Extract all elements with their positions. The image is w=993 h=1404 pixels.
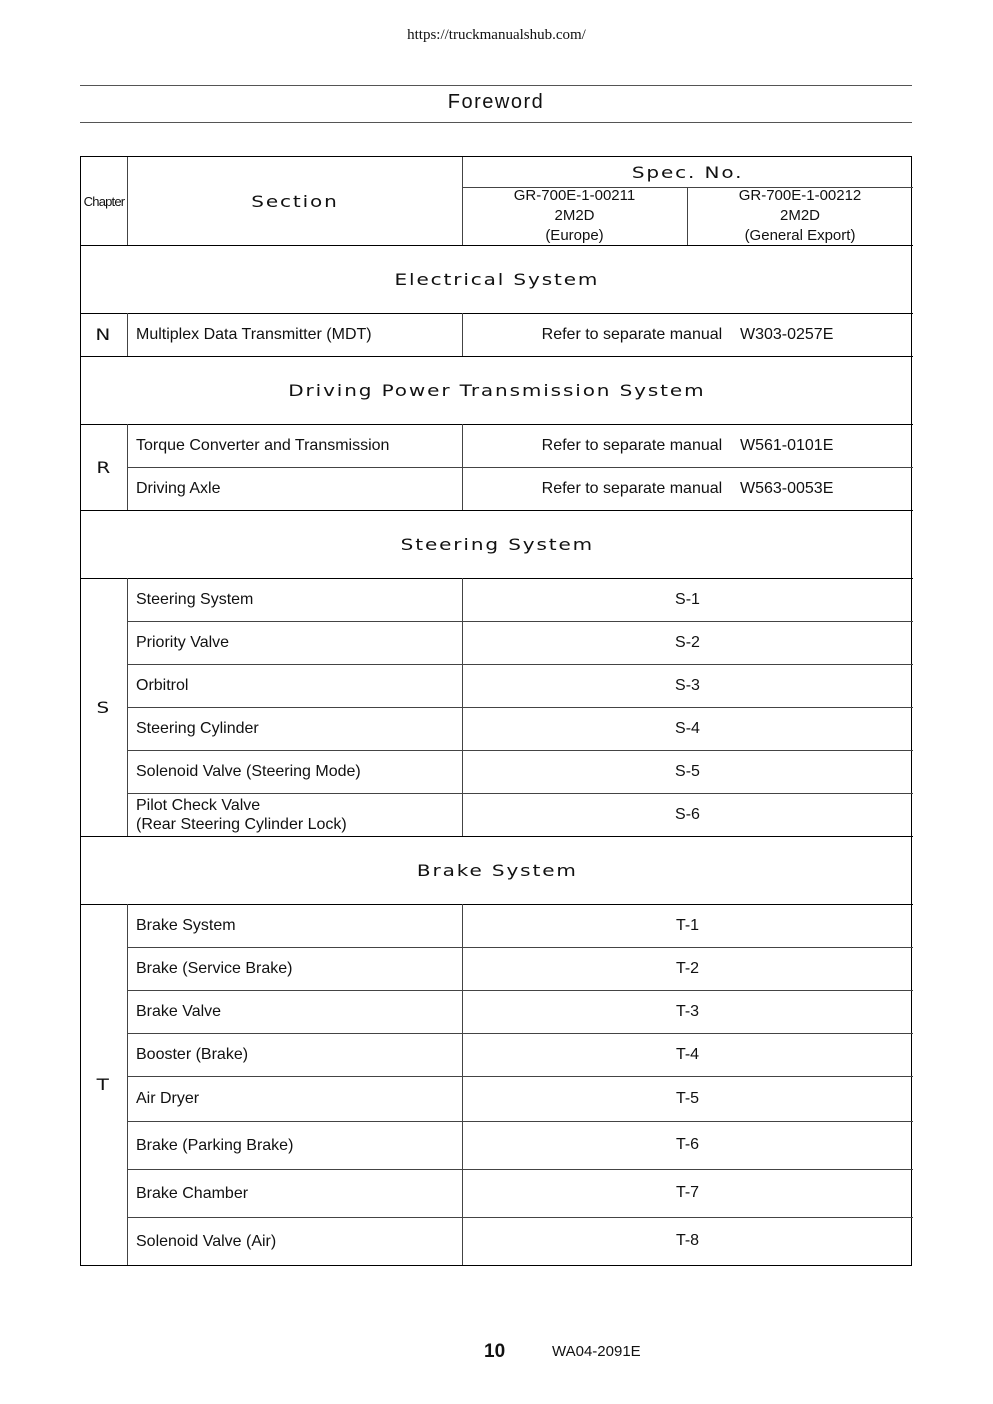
chapter-letter-label: R bbox=[96, 457, 112, 477]
spec-no-label: Spec. No. bbox=[631, 162, 744, 182]
spec-cell: T-6 bbox=[675, 1136, 700, 1153]
spec-cell: T-7 bbox=[675, 1184, 700, 1201]
chapter-letter bbox=[81, 578, 127, 836]
group-heading-label: Steering System bbox=[400, 534, 594, 554]
spec-cell: S-2 bbox=[675, 633, 700, 651]
table-rule bbox=[462, 313, 463, 356]
spec-cell: Refer to separate manual W561-0101E bbox=[541, 436, 834, 454]
table-rule bbox=[687, 187, 688, 245]
spec-cell: T-3 bbox=[675, 1002, 700, 1020]
spec1-header bbox=[462, 187, 687, 245]
spec1-line: 2M2D bbox=[554, 207, 595, 224]
top-rule bbox=[80, 85, 912, 86]
section-cell: Orbitrol bbox=[136, 677, 189, 694]
table-rule bbox=[462, 904, 463, 1265]
title-rule bbox=[80, 122, 912, 123]
page-url: https://truckmanualshub.com/ bbox=[407, 27, 586, 43]
table-rule bbox=[462, 424, 463, 510]
spec-cell: S-4 bbox=[675, 719, 700, 737]
table-rule bbox=[127, 313, 128, 356]
chapter-letter-label: T bbox=[96, 1075, 112, 1094]
contents-table bbox=[80, 156, 912, 1266]
spec-cell: Refer to separate manual W303-0257E bbox=[541, 325, 834, 343]
table-rule bbox=[462, 578, 463, 836]
section-cell: Pilot Check Valve (Rear Steering Cylinder Lock) bbox=[136, 796, 347, 833]
spec-no-header bbox=[462, 157, 913, 187]
section-cell: Priority Valve bbox=[136, 634, 230, 651]
spec-cell: T-2 bbox=[675, 959, 700, 977]
chapter-letter-label: S bbox=[96, 697, 112, 717]
page-title: Foreword bbox=[447, 91, 545, 113]
table-rule bbox=[462, 157, 463, 245]
spec2-line: (General Export) bbox=[744, 227, 856, 244]
spec-cell: T-5 bbox=[675, 1089, 700, 1107]
group-heading-label: Driving Power Transmission System bbox=[288, 380, 706, 400]
section-cell: Torque Converter and Transmission bbox=[136, 437, 390, 454]
table-rule bbox=[127, 578, 128, 836]
table-rule bbox=[462, 187, 913, 188]
section-cell: Solenoid Valve (Air) bbox=[136, 1232, 277, 1250]
group-heading bbox=[81, 510, 913, 578]
document-code: WA04-2091E bbox=[552, 1343, 641, 1360]
section-cell: Brake Valve bbox=[136, 1003, 222, 1020]
spec2-line: 2M2D bbox=[779, 207, 820, 224]
table-rule bbox=[127, 424, 128, 510]
section-cell: Booster (Brake) bbox=[136, 1046, 249, 1063]
section-cell: Brake (Parking Brake) bbox=[136, 1136, 294, 1154]
spec2-line: GR-700E-1-00212 bbox=[738, 187, 862, 204]
section-cell: Driving Axle bbox=[136, 480, 221, 497]
page-number: 10 bbox=[484, 1341, 506, 1362]
section-cell: Steering System bbox=[136, 591, 254, 608]
section-cell: Steering Cylinder bbox=[136, 720, 259, 737]
spec-cell: S-3 bbox=[675, 676, 700, 694]
spec-cell: T-1 bbox=[675, 916, 700, 934]
spec-cell: Refer to separate manual W563-0053E bbox=[541, 479, 834, 497]
group-heading bbox=[81, 356, 913, 424]
section-cell: Brake System bbox=[136, 917, 236, 934]
group-heading-label: Brake System bbox=[416, 860, 578, 880]
chapter-header: Chapter bbox=[83, 193, 125, 209]
spec2-header bbox=[687, 187, 913, 245]
chapter-letter bbox=[81, 904, 127, 1265]
chapter-letter bbox=[81, 424, 127, 510]
group-heading-label: Electrical System bbox=[394, 269, 600, 289]
section-header bbox=[127, 157, 462, 245]
spec1-line: GR-700E-1-00211 bbox=[513, 187, 636, 204]
group-heading bbox=[81, 836, 913, 904]
chapter-letter bbox=[81, 313, 127, 356]
group-heading bbox=[81, 245, 913, 313]
spec-cell: T-4 bbox=[675, 1045, 700, 1063]
section-cell: Brake Chamber bbox=[136, 1184, 249, 1202]
table-rule bbox=[127, 157, 128, 245]
spec-cell: S-5 bbox=[675, 762, 700, 780]
section-cell: Air Dryer bbox=[136, 1090, 200, 1107]
section-header-label: Section bbox=[250, 191, 339, 211]
spec-cell: S-6 bbox=[675, 805, 700, 823]
spec-cell: T-8 bbox=[675, 1232, 700, 1249]
spec1-line: (Europe) bbox=[545, 227, 604, 244]
table-rule bbox=[127, 904, 128, 1265]
chapter-letter-label: N bbox=[95, 325, 113, 344]
section-cell: Solenoid Valve (Steering Mode) bbox=[136, 763, 361, 780]
section-cell: Brake (Service Brake) bbox=[136, 960, 293, 977]
section-cell: Multiplex Data Transmitter (MDT) bbox=[136, 326, 372, 343]
spec-cell: S-1 bbox=[675, 590, 700, 608]
